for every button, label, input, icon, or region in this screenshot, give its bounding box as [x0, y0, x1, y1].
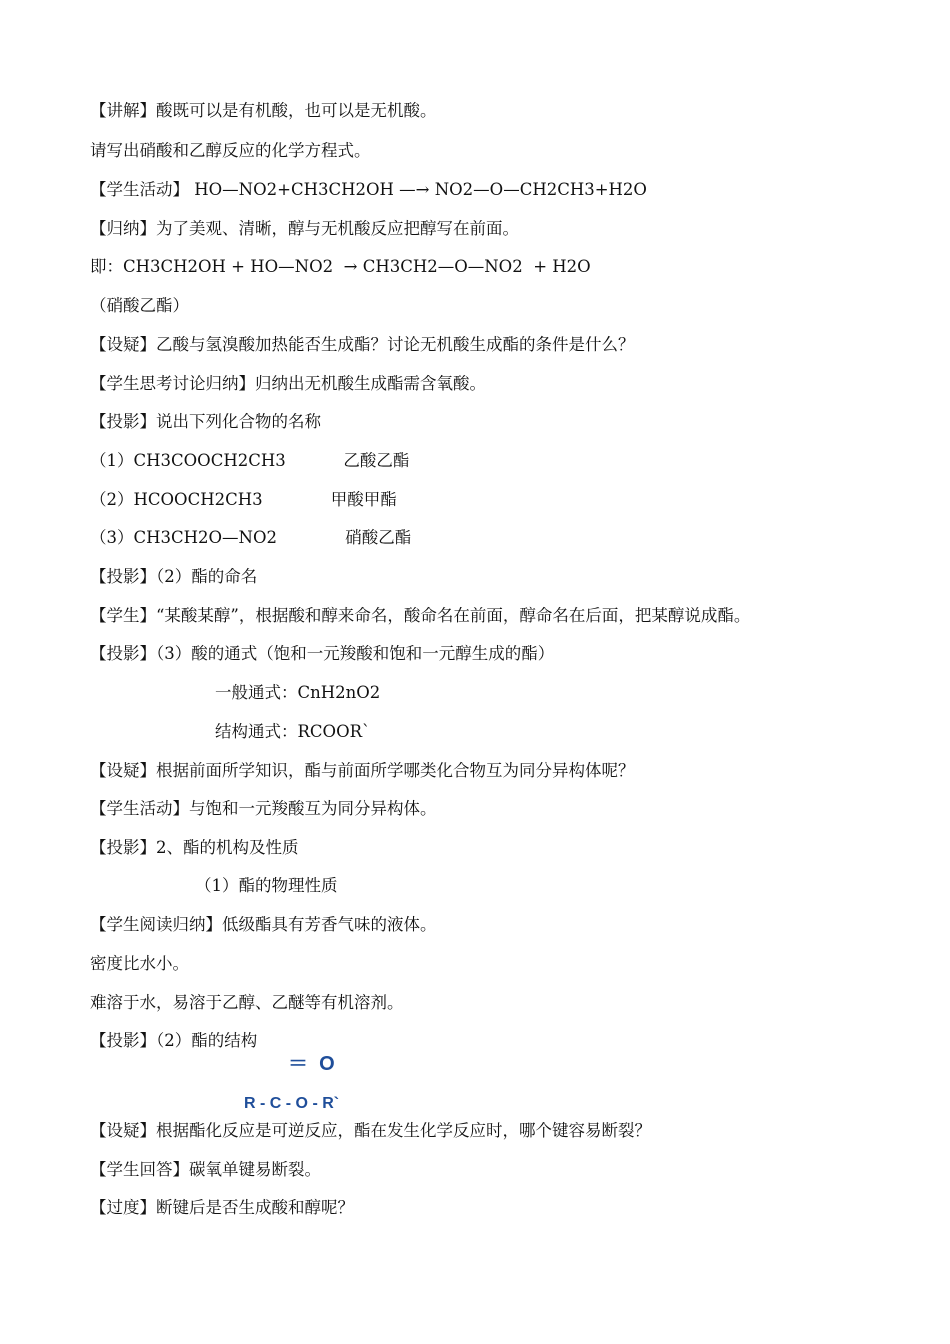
text-line: 【学生】“某酸某醇”，根据酸和醇来命名，酸命名在前面，醇命名在后面，把某醇说成酯。	[90, 606, 751, 625]
text-line: 【学生回答】碳氧单键易断裂。	[90, 1160, 321, 1179]
text-line: 【设疑】乙酸与氢溴酸加热能否生成酯？讨论无机酸生成酯的条件是什么？	[90, 335, 635, 354]
text-line: （1）酯的物理性质	[195, 876, 338, 895]
ester-carbonyl-double-bond: ＝ O	[288, 1053, 335, 1075]
ester-structure-chain: R - C - O - R`	[244, 1095, 340, 1112]
text-line: 【学生思考讨论归纳】归纳出无机酸生成酯需含氧酸。	[90, 374, 486, 393]
text-line: 【投影】（2）酯的命名	[90, 567, 258, 586]
text-line: 【学生活动】 HO—NO2+CH3CH2OH —→ NO2—O—CH2CH3+H2O	[90, 180, 647, 199]
text-line: （硝酸乙酯）	[90, 296, 189, 315]
text-line: 【学生阅读归纳】低级酯具有芳香气味的液体。	[90, 915, 437, 934]
text-line: 【投影】（3）酸的通式（饱和一元羧酸和饱和一元醇生成的酯）	[90, 644, 555, 663]
text-line: 即：CH3CH2OH + HO—NO2 → CH3CH2—O—NO2 + H2O	[90, 257, 591, 276]
text-line: 【学生活动】与饱和一元羧酸互为同分异构体。	[90, 799, 437, 818]
text-line: 【讲解】酸既可以是有机酸，也可以是无机酸。	[90, 101, 437, 120]
text-line: 密度比水小。	[90, 954, 189, 973]
text-line: （2）HCOOCH2CH3 甲酸甲酯	[90, 490, 397, 509]
text-line: 【设疑】根据酯化反应是可逆反应，酯在发生化学反应时，哪个键容易断裂？	[90, 1121, 651, 1140]
text-line: 【投影】2、酯的机构及性质	[90, 838, 299, 857]
text-line: 难溶于水，易溶于乙醇、乙醚等有机溶剂。	[90, 993, 404, 1012]
text-line: （1）CH3COOCH2CH3 乙酸乙酯	[90, 451, 410, 470]
text-line: 结构通式：RCOOR`	[215, 722, 371, 741]
text-line: 【投影】（2）酯的结构	[90, 1031, 258, 1050]
text-line: 【归纳】为了美观、清晰，醇与无机酸反应把醇写在前面。	[90, 219, 519, 238]
text-line: 【过度】断键后是否生成酸和醇呢？	[90, 1198, 354, 1217]
text-line: 一般通式：CnH2nO2	[215, 683, 381, 702]
text-line: 请写出硝酸和乙醇反应的化学方程式。	[90, 141, 371, 160]
text-line: （3）CH3CH2O—NO2 硝酸乙酯	[90, 528, 412, 547]
text-line: 【投影】说出下列化合物的名称	[90, 412, 321, 431]
text-line: 【设疑】根据前面所学知识，酯与前面所学哪类化合物互为同分异构体呢？	[90, 761, 635, 780]
